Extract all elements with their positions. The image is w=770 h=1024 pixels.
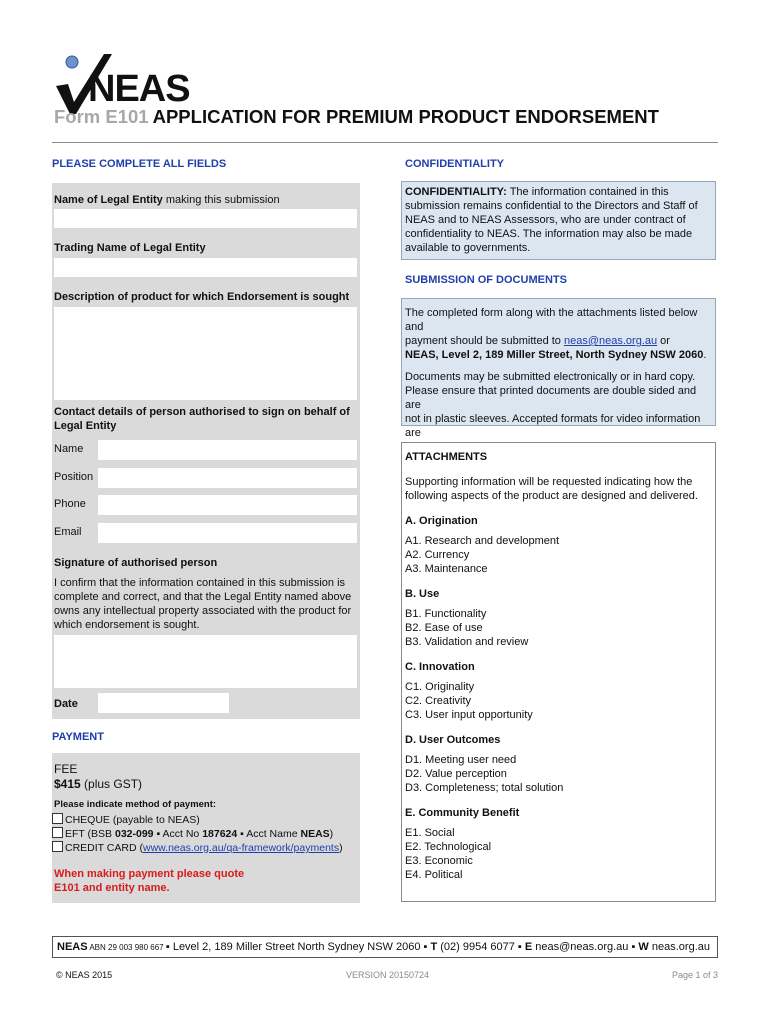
complete-fields-heading: PLEASE COMPLETE ALL FIELDS bbox=[52, 158, 227, 170]
category-d-title: D. User Outcomes bbox=[405, 734, 501, 746]
signature-box[interactable] bbox=[54, 635, 357, 688]
list-item: C3. User input opportunity bbox=[405, 709, 533, 721]
legal-entity-label: Name of Legal Entity making this submission bbox=[54, 194, 280, 206]
list-item: E1. Social bbox=[405, 827, 455, 839]
list-item: D1. Meeting user need bbox=[405, 754, 517, 766]
list-item: C1. Originality bbox=[405, 681, 475, 693]
logo-text: NEAS bbox=[88, 68, 190, 110]
date-input[interactable] bbox=[98, 693, 229, 713]
list-item: E2. Technological bbox=[405, 841, 492, 853]
list-item: B3. Validation and review bbox=[405, 636, 529, 648]
payments-link[interactable]: www.neas.org.au/qa-framework/payments bbox=[142, 842, 340, 854]
position-input[interactable] bbox=[98, 468, 357, 488]
list-item: B1. Functionality bbox=[405, 608, 487, 620]
list-item: B2. Ease of use bbox=[405, 622, 483, 634]
eft-checkbox[interactable] bbox=[52, 827, 63, 838]
attachment-categories bbox=[405, 515, 713, 882]
payment-options bbox=[52, 813, 343, 855]
list-item: D3. Completeness; total solution bbox=[405, 782, 564, 794]
contact-footer-bar: NEAS ABN 29 003 980 667 ▪ Level 2, 189 Miller Street North Sydney NSW 2060 ▪ T (02) 9954 6077 ▪ E neas@neas.org.au ▪ W neas.org.au bbox=[52, 936, 718, 958]
confidentiality-text: CONFIDENTIALITY: The information contained in this submission remains confidential to the Directors and Staff of NEAS and to NEAS Assessors, who are under contract of confidentiality to NEAS. The information may also be made available to governments. bbox=[405, 186, 698, 254]
credit-card-checkbox[interactable] bbox=[52, 841, 63, 852]
name-label: Name bbox=[54, 443, 84, 455]
eft-option[interactable]: EFT (BSB 032-099 ▪ Acct No 187624 ▪ Acct Name NEAS) bbox=[52, 827, 343, 841]
header-divider bbox=[52, 142, 718, 143]
attachments-intro: Supporting information will be requested indicating how the following aspects of the product are designed and delivered. bbox=[405, 476, 698, 502]
fee-block: FEE $415 (plus GST) bbox=[54, 762, 143, 791]
list-item: A1. Research and development bbox=[405, 535, 560, 547]
attachments-heading: ATTACHMENTS bbox=[405, 451, 488, 463]
confirm-statement: I confirm that the information contained in this submission is complete and correct, and that the Legal Entity named above owns any intellectual property associated with the product for which endorsement is sought. bbox=[54, 577, 352, 631]
description-label: Description of product for which Endorsement is sought bbox=[54, 291, 350, 303]
cheque-option[interactable]: CHEQUE (payable to NEAS) bbox=[52, 813, 343, 827]
confidentiality-heading: CONFIDENTIALITY bbox=[405, 158, 504, 170]
list-item: C2. Creativity bbox=[405, 695, 472, 707]
list-item: A2. Currency bbox=[405, 549, 470, 561]
category-b-items bbox=[405, 607, 713, 649]
trading-name-label: Trading Name of Legal Entity bbox=[54, 242, 206, 254]
email-label: Email bbox=[54, 526, 82, 538]
category-a-title: A. Origination bbox=[405, 515, 478, 527]
cheque-checkbox[interactable] bbox=[52, 813, 63, 824]
list-item: D2. Value perception bbox=[405, 768, 507, 780]
email-input[interactable] bbox=[98, 523, 357, 543]
list-item: A3. Maintenance bbox=[405, 563, 488, 575]
category-a-items bbox=[405, 534, 713, 576]
payment-method-label: Please indicate method of payment: bbox=[54, 799, 217, 810]
form-id: Form E101 bbox=[54, 106, 149, 127]
category-c-title: C. Innovation bbox=[405, 661, 475, 673]
version: VERSION 20150724 bbox=[346, 970, 430, 980]
trading-name-input[interactable] bbox=[54, 258, 357, 277]
legal-entity-input[interactable] bbox=[54, 209, 357, 228]
copyright: © NEAS 2015 bbox=[56, 970, 113, 980]
submission-text: The completed form along with the attachments listed below and payment should be submitted to neas@neas.org.au or NEAS, Level 2, 189 Miller Street, North Sydney NSW 2060. Documents may be submitted electronically or in hard copy. Please ensure that printed documents are double sided and are not in plastic sleeves. Accepted formats for video information are bbox=[405, 307, 707, 439]
phone-input[interactable] bbox=[98, 495, 357, 515]
category-e-title: E. Community Benefit bbox=[405, 807, 520, 819]
submission-email-link[interactable]: neas@neas.org.au bbox=[563, 335, 658, 347]
list-item: E3. Economic bbox=[405, 855, 473, 867]
page-number: Page 1 of 3 bbox=[672, 970, 719, 980]
payment-quote-note: When making payment please quote E101 and entity name. bbox=[54, 868, 245, 894]
payment-heading: PAYMENT bbox=[52, 731, 104, 743]
contact-label: Contact details of person authorised to sign on behalf of Legal Entity bbox=[54, 406, 350, 432]
category-d-items bbox=[405, 753, 713, 795]
page-title bbox=[54, 106, 659, 128]
category-e-items bbox=[405, 826, 713, 882]
category-b-title: B. Use bbox=[405, 588, 440, 600]
list-item: E4. Political bbox=[405, 869, 463, 881]
date-label: Date bbox=[54, 698, 78, 710]
credit-card-option[interactable]: CREDIT CARD (www.neas.org.au/qa-framework/payments) bbox=[52, 841, 343, 855]
position-label: Position bbox=[54, 471, 94, 483]
signature-heading: Signature of authorised person bbox=[54, 557, 218, 569]
category-c-items bbox=[405, 680, 713, 722]
submission-heading: SUBMISSION OF DOCUMENTS bbox=[405, 274, 567, 286]
name-input[interactable] bbox=[98, 440, 357, 460]
form-title: APPLICATION FOR PREMIUM PRODUCT ENDORSEMENT bbox=[152, 106, 659, 127]
phone-label: Phone bbox=[54, 498, 86, 510]
description-textarea[interactable] bbox=[54, 307, 357, 400]
